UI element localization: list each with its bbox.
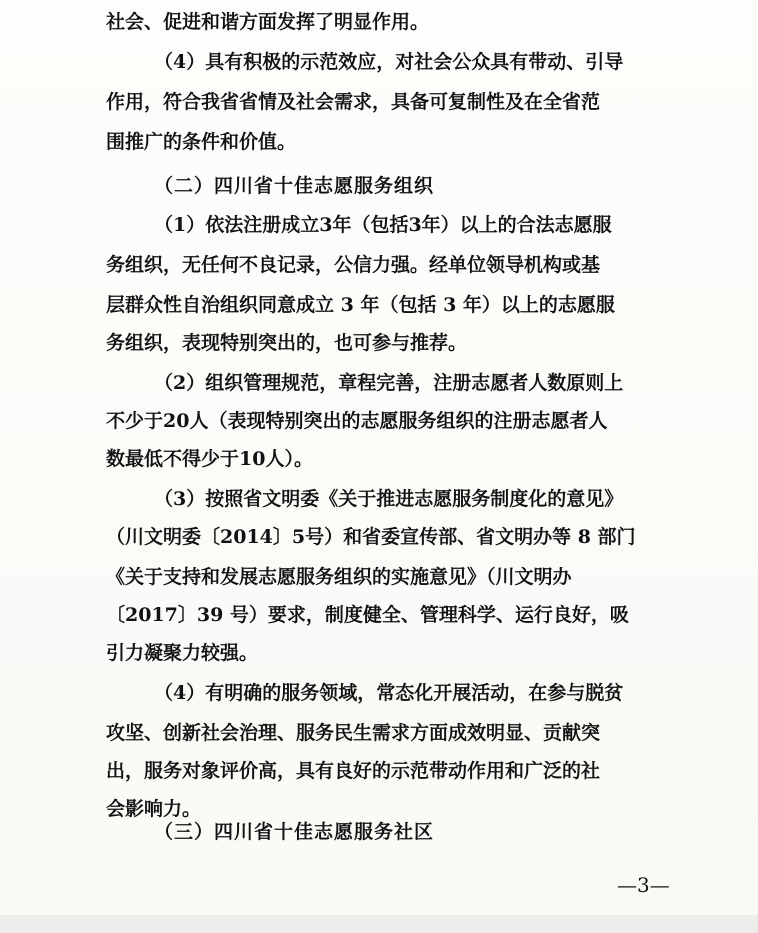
line-20: 出，服务对象评价高，具有良好的示范带动作用和广泛的社 bbox=[106, 760, 601, 782]
line-11: 不少于20人（表现特别突出的志愿服务组织的注册志愿者人 bbox=[106, 410, 608, 432]
line-9: 务组织，表现特别突出的，也可参与推荐。 bbox=[106, 332, 468, 354]
line-6: （1）依法注册成立3年（包括3年）以上的合法志愿服 bbox=[154, 214, 612, 236]
line-14: （川文明委〔2014〕5号）和省委宣传部、省文明办等 8 部门 bbox=[106, 526, 636, 548]
line-17: 引力凝聚力较强。 bbox=[106, 642, 259, 664]
line-3: 作用，符合我省省情及社会需求，具备可复制性及在全省范 bbox=[106, 91, 601, 113]
line-7: 务组织，无任何不良记录，公信力强。经单位领导机构或基 bbox=[106, 254, 601, 276]
page-bottom-shadow bbox=[0, 915, 758, 933]
line-1: 社会、促进和谐方面发挥了明显作用。 bbox=[106, 11, 430, 33]
section-heading-2: （二）四川省十佳志愿服务组织 bbox=[154, 175, 435, 197]
line-16: 〔2017〕39 号）要求，制度健全、管理科学、运行良好，吸 bbox=[106, 604, 629, 626]
line-21: 会影响力。 bbox=[106, 798, 202, 820]
line-10: （2）组织管理规范，章程完善，注册志愿者人数原则上 bbox=[154, 372, 624, 394]
line-4: 围推广的条件和价值。 bbox=[106, 131, 297, 153]
line-13: （3）按照省文明委《关于推进志愿服务制度化的意见》 bbox=[154, 488, 624, 510]
section-heading-3: （三）四川省十佳志愿服务社区 bbox=[154, 821, 435, 843]
line-18: （4）有明确的服务领域，常态化开展活动，在参与脱贫 bbox=[154, 682, 624, 704]
line-19: 攻坚、创新社会治理、服务民生需求方面成效明显、贡献突 bbox=[106, 722, 601, 744]
line-2: （4）具有积极的示范效应，对社会公众具有带动、引导 bbox=[154, 51, 624, 73]
line-15: 《关于支持和发展志愿服务组织的实施意见》（川文明办 bbox=[106, 566, 572, 588]
line-8: 层群众性自治组织同意成立 3 年（包括 3 年）以上的志愿服 bbox=[106, 294, 615, 316]
line-12: 数最低不得少于10人）。 bbox=[106, 448, 313, 470]
page-number: —3— bbox=[617, 873, 670, 897]
